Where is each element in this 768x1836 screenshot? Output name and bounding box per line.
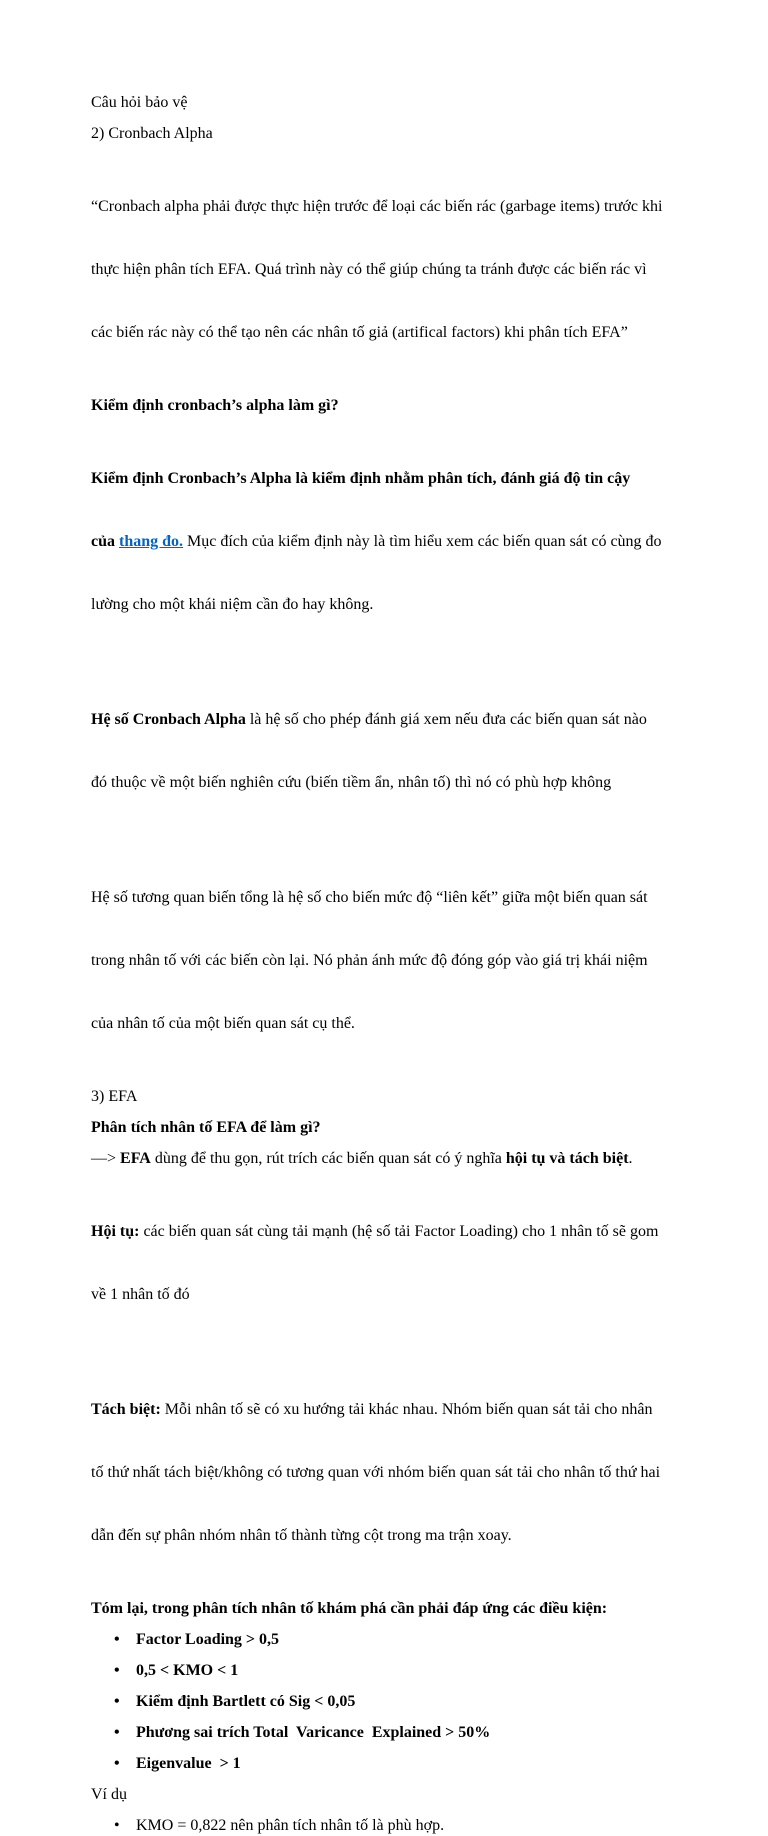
example-text: KMO = 0,822 nên phân tích nhân tố là phù hợp. xyxy=(136,1817,445,1834)
cronbach-definition-paragraph xyxy=(91,426,768,657)
cronbach-quote-paragraph xyxy=(91,154,768,385)
cronbach-question: Kiểm định cronbach’s alpha làm gì? xyxy=(91,397,339,414)
condition-text: Kiểm định Bartlett có Sig < 0,05 xyxy=(136,1693,356,1710)
definition-line xyxy=(91,531,768,552)
discriminant-line: dẫn đến sự phân nhóm nhân tố thành từng cột trong ma trận xoay. xyxy=(91,1527,512,1544)
condition-text: Phương sai trích Total Varicance Explained > 50% xyxy=(136,1724,491,1741)
list-item xyxy=(91,1660,768,1681)
definition-text: Mục đích của kiểm định này là tìm hiểu xem các biến quan sát có cùng đo xyxy=(183,533,662,550)
section-heading-efa: 3) EFA xyxy=(91,1088,138,1105)
convergence-line xyxy=(91,1221,768,1242)
examples-list xyxy=(91,1815,768,1836)
definition-line: lường cho một khái niệm cần đo hay không. xyxy=(91,596,374,613)
convergence-line: về 1 nhân tố đó xyxy=(91,1286,190,1303)
conditions-list xyxy=(91,1629,768,1774)
purpose-text: dùng để thu gọn, rút trích các biến quan sát có ý nghĩa xyxy=(150,1150,506,1167)
item-total-line: Hệ số tương quan biến tổng là hệ số cho biến mức độ “liên kết” giữa một biến quan sát xyxy=(91,889,648,906)
coefficient-text: là hệ số cho phép đánh giá xem nếu đưa các biến quan sát nào xyxy=(245,711,647,728)
item-total-line: trong nhân tố với các biến còn lại. Nó phản ánh mức độ đóng góp vào giá trị khái niệm xyxy=(91,952,648,969)
efa-bold-term: EFA xyxy=(120,1150,151,1167)
scale-link[interactable]: thang đo. xyxy=(119,533,184,550)
bullet-icon: • xyxy=(114,1693,120,1710)
coefficient-line: đó thuộc về một biến nghiên cứu (biến tiềm ẩn, nhân tố) thì nó có phù hợp không xyxy=(91,774,612,791)
example-label: Ví dụ xyxy=(91,1786,127,1803)
summary-heading: Tóm lại, trong phân tích nhân tố khám phá cần phải đáp ứng các điều kiện: xyxy=(91,1600,608,1617)
discriminant-line xyxy=(91,1399,768,1420)
list-item xyxy=(91,1722,768,1743)
discriminant-label: Tách biệt: xyxy=(91,1401,161,1418)
definition-line xyxy=(91,468,768,489)
cronbach-coefficient-paragraph xyxy=(91,667,768,835)
bullet-icon: • xyxy=(114,1755,120,1772)
discriminant-paragraph xyxy=(91,1357,768,1588)
convergence-label: Hội tụ: xyxy=(91,1223,140,1240)
arrow-text: —> xyxy=(91,1150,121,1167)
efa-question: Phân tích nhân tố EFA để làm gì? xyxy=(91,1119,321,1136)
purpose-end: . xyxy=(628,1150,633,1167)
convergence-paragraph xyxy=(91,1179,768,1347)
list-item xyxy=(91,1629,768,1650)
list-item xyxy=(91,1753,768,1774)
condition-text: Eigenvalue > 1 xyxy=(136,1755,241,1772)
definition-bold-text: Kiểm định Cronbach’s Alpha là kiểm định nhằm phân tích, đánh giá độ tin cậy xyxy=(91,470,631,487)
bullet-icon: • xyxy=(114,1631,120,1648)
item-total-paragraph xyxy=(91,845,768,1076)
document-title: Câu hỏi bảo vệ xyxy=(91,94,188,111)
quote-line: các biến rác này có thể tạo nên các nhân tố giả (artifical factors) khi phân tích EFA” xyxy=(91,324,628,341)
definition-bold-text: của xyxy=(91,533,119,550)
list-item xyxy=(91,1691,768,1712)
quote-line: “Cronbach alpha phải được thực hiện trước để loại các biến rác (garbage items) trước khi xyxy=(91,198,663,215)
list-item xyxy=(91,1815,768,1836)
condition-text: Factor Loading > 0,5 xyxy=(136,1631,280,1648)
coefficient-bold-term: Hệ số Cronbach Alpha xyxy=(91,711,246,728)
discriminant-text: Mỗi nhân tố sẽ có xu hướng tải khác nhau. Nhóm biến quan sát tải cho nhân xyxy=(160,1401,653,1418)
convergence-text: các biến quan sát cùng tải mạnh (hệ số tải Factor Loading) cho 1 nhân tố sẽ gom xyxy=(139,1223,659,1240)
bullet-icon: • xyxy=(114,1724,120,1741)
quote-line: thực hiện phân tích EFA. Quá trình này có thể giúp chúng ta tránh được các biến rác vì xyxy=(91,261,647,278)
section-heading-cronbach: 2) Cronbach Alpha xyxy=(91,125,213,142)
item-total-line: của nhân tố của một biến quan sát cụ thể. xyxy=(91,1015,355,1032)
discriminant-line: tố thứ nhất tách biệt/không có tương quan với nhóm biến quan sát tải cho nhân tố thứ hai xyxy=(91,1464,661,1481)
efa-purpose-paragraph xyxy=(91,1148,768,1169)
bullet-icon: • xyxy=(114,1662,120,1679)
bullet-icon: • xyxy=(114,1817,120,1834)
condition-text: 0,5 < KMO < 1 xyxy=(136,1662,239,1679)
coefficient-line xyxy=(91,709,768,730)
purpose-highlight: hội tụ và tách biệt xyxy=(505,1150,629,1167)
